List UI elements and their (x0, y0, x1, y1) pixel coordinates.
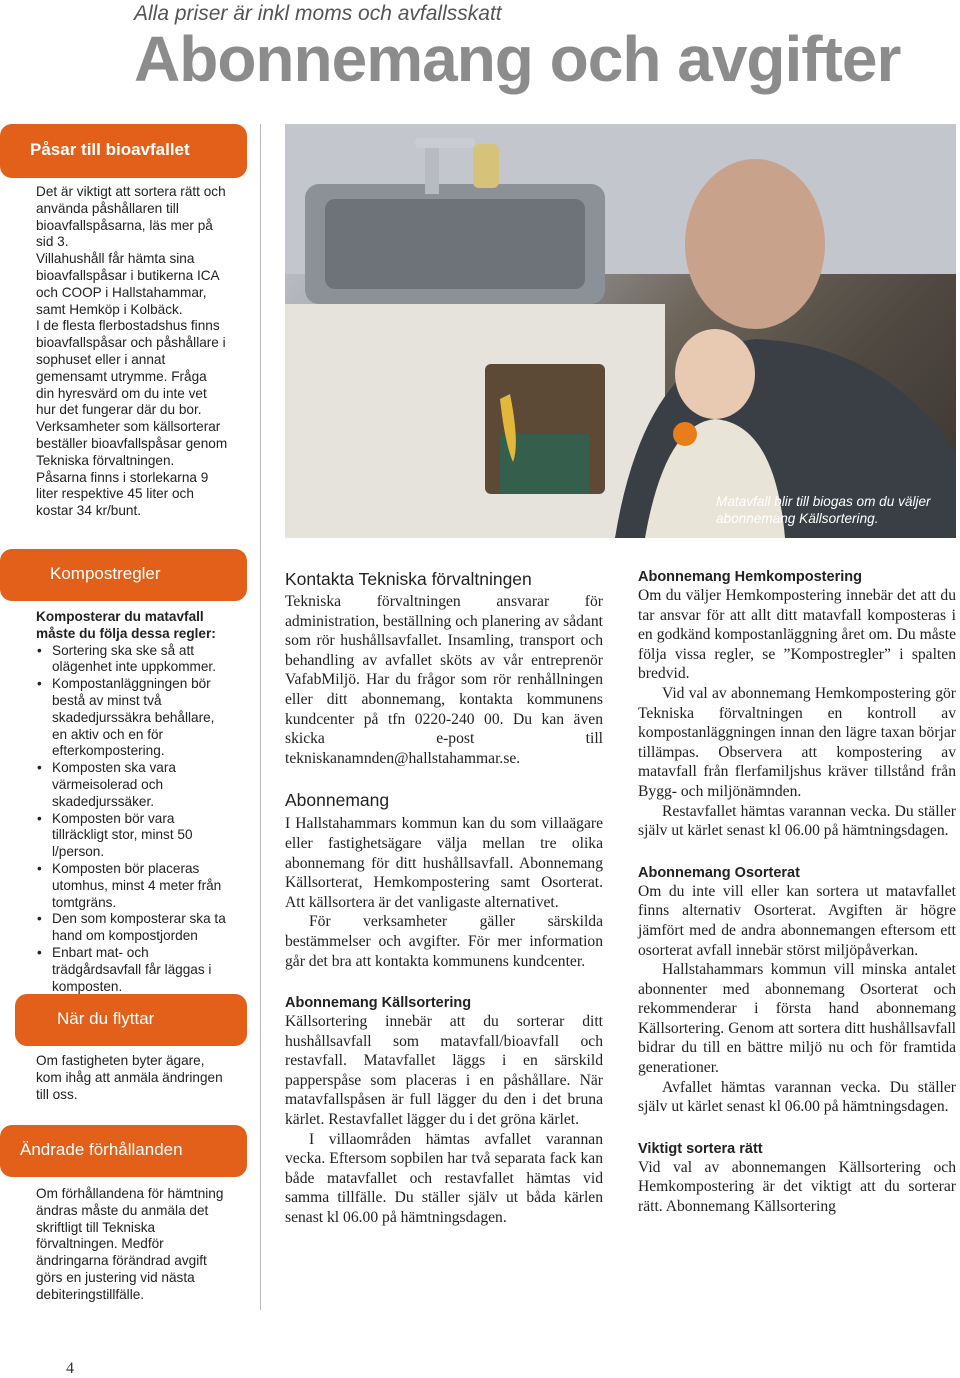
column-right (638, 569, 956, 1217)
photo-caption-line: Matavfall blir till biogas om du väljer (716, 494, 931, 509)
abonnemang-paragraph: I Hallstahammars kommun kan du som villaägare eller fastighetsägare välja mellan tre olika abonnemang för ditt hushållsavfall. Abonnemang Källsorterat, Hemkompostering samt Osorterat. Att källsortera är det vanligaste alternativet. (285, 815, 603, 911)
hemkompost-heading: Abonnemang Hemkompostering (638, 569, 862, 585)
photo-caption (716, 493, 931, 527)
kompost-rule: • Komposten bör vara tillräckligt stor, minst 50 l/person. (52, 811, 228, 861)
photo-caption-line: abonnemang Källsortering. (716, 511, 879, 526)
pasar-heading: Påsar till bioavfallet (30, 140, 190, 159)
kallsortering-heading: Abonnemang Källsortering (285, 995, 472, 1012)
page-number: 4 (66, 1360, 74, 1377)
osorterat-paragraph: Hallstahammars kommun vill minska antalet abonnenter med abonnemang Osorterat och rekommenderar i första hand abonnemang Källsortering. Genom att sortera ditt hushållsavfall bidrar du till en bättre miljö nu och för framtida generationer. (638, 961, 956, 1077)
kontakta-body (285, 592, 603, 768)
andrade-section (36, 1186, 228, 1304)
photo-illustration (285, 124, 956, 538)
viktigt-body (638, 1158, 956, 1217)
kompost-rule: • Kompostanläggningen bör bestå av minst två skadedjurssäkra behållare, en aktiv och en för efterkompostering. (52, 676, 228, 760)
flytt-heading: När du flyttar (57, 1009, 155, 1028)
osorterat-body (638, 882, 956, 1117)
hemkompost-body (638, 586, 956, 841)
column-divider (260, 124, 261, 1310)
kompost-rule: • Komposten bör placeras utomhus, minst 4 meter från tomtgräns. (52, 861, 228, 911)
osorterat-paragraph: Om du inte vill eller kan sortera ut matavfallet finns alternativ Osorterat. Avgiften är högre jämfört med de andra abonnemangen eftersom ett osorterat avfall innebär störst miljöpåverkan. (638, 882, 956, 959)
pasar-paragraph: Verksamheter som källsorterar beställer bioavfallspåsar genom Tekniska förvaltningen. (36, 419, 228, 468)
column-middle (285, 569, 603, 1228)
pasar-paragraph: I de flesta flerbostadshus finns bioavfallspåsar och påshållare i sophuset eller i annat gemensamt utrymme. Fråga din hyresvärd om du inte vet hur det fungerar där du bor. (36, 318, 226, 418)
kompost-rule: • Enbart mat- och trädgårdsavfall får läggas i komposten. (52, 945, 228, 995)
kallsortering-paragraph: I villaområden hämtas avfallet varannan vecka. Eftersom sopbilen har två separata fack kan både matavfallet och restavfallet hämtas vid samma tillfälle. Du ställer själv ut båda kärlen senast kl 06.00 på hämtningsdagen. (285, 1130, 603, 1227)
hemkompost-paragraph: Vid val av abonnemang Hemkompostering gör Tekniska förvaltningen en kontroll av kompostanläggningen innan den lägre taxan börjar tillämpas. Observera att kompostering av matavfall från flerfamiljshus kräver tillstånd från Bygg- och miljönämnden. (638, 684, 956, 800)
abonnemang-paragraph: För verksamheter gäller särskilda bestämmelser och avgifter. För mer information går det bra att kontakta kommunens kundcenter. (285, 913, 603, 970)
hemkompost-paragraph: Om du väljer Hemkompostering innebär det att du tar ansvar för att allt ditt matavfall komposteras i en godkänd kompostanläggning året om. Du måste följa vissa regler, se ”Kompostregler” i spalten bredvid. (638, 587, 956, 683)
hemkompost-paragraph: Restavfallet hämtas varannan vecka. Du ställer själv ut kärlet senast kl 06.00 på hämtningsdagen. (638, 802, 956, 840)
osorterat-paragraph: Avfallet hämtas varannan vecka. Du ställer själv ut kärlet senast kl 06.00 på hämtningsdagen. (638, 1078, 956, 1116)
pasar-section (36, 184, 228, 520)
pasar-paragraph: Villahushåll får hämta sina bioavfallspåsar i butikerna ICA och COOP i Hallstahammar, samt Hemköp i Kolbäck. (36, 251, 219, 317)
pasar-heading-banner (0, 124, 247, 178)
kontakta-text: Tekniska förvaltningen ansvarar för administration, beställning och planering av sådant som rör hushållsavfallet. Insamling, transport och behandling av avfallet sköts av vår entreprenör VafabMiljö. Har du frågor som rör renhållningen eller ditt abonnemang, kontakta kommunens kundcenter på tfn 0220-240 00. Du kan även skicka e-post till tekniskanamnden@hallstahammar.se. (285, 593, 603, 767)
abonnemang-heading: Abonnemang (285, 790, 390, 811)
supertitle: Alla priser är inkl moms och avfallsskatt (134, 2, 502, 25)
kompost-heading: Kompostregler (50, 564, 161, 583)
flytt-heading-banner (15, 994, 247, 1046)
kallsortering-body (285, 1012, 603, 1228)
page-title: Abonnemang och avgifter (134, 23, 901, 95)
viktigt-paragraph: Vid val av abonnemangen Källsortering och Hemkompostering är det viktigt att du sorterar rätt. Abonnemang Källsortering (638, 1158, 956, 1216)
kontakta-heading: Kontakta Tekniska förvaltningen (285, 569, 532, 589)
andrade-heading: Ändrade förhållanden (20, 1140, 183, 1159)
flytt-section (36, 1053, 228, 1103)
flytt-text: Om fastigheten byter ägare, kom ihåg att anmäla ändringen till oss. (36, 1053, 223, 1102)
kompost-heading-banner (0, 549, 247, 601)
abonnemang-body (285, 814, 603, 971)
kompost-rule-list (36, 643, 228, 996)
kitchen-photo (285, 124, 956, 538)
kompost-intro: Komposterar du matavfall måste du följa dessa regler: (36, 609, 216, 641)
kompost-rule: • Sortering ska ske så att olägenhet inte uppkommer. (52, 643, 228, 677)
viktigt-heading: Viktigt sortera rätt (638, 1140, 763, 1157)
kompost-rule: • Komposten ska vara värmeisolerad och skadedjurssäker. (52, 760, 228, 810)
kompost-rule: • Den som komposterar ska ta hand om kompostjorden (52, 911, 228, 945)
andrade-text: Om förhållandena för hämtning ändras måste du anmäla det skriftligt till Tekniska förvaltningen. Medför ändringarna förändrad avgift görs en justering vid nästa debiteringstillfälle. (36, 1186, 224, 1302)
andrade-heading-banner (0, 1125, 247, 1177)
osorterat-heading: Abonnemang Osorterat (638, 864, 800, 881)
kallsortering-paragraph: Källsortering innebär att du sorterar ditt hushållsavfall som matavfall/bioavfall och restavfall. Matavfallet läggs i en särskild papperspåse som placeras i en påshållare. När matavfallspåsen är full lägger du den i det bruna kärlet. Restavfallet lägger du i det gröna kärlet. (285, 1013, 603, 1129)
kompost-section (36, 609, 228, 995)
pasar-paragraph: Påsarna finns i storlekarna 9 liter respektive 45 liter och kostar 34 kr/bunt. (36, 469, 209, 519)
pasar-paragraph: Det är viktigt att sortera rätt och använda påshållaren till bioavfallspåsarna, läs mer på sid 3. (36, 184, 226, 250)
